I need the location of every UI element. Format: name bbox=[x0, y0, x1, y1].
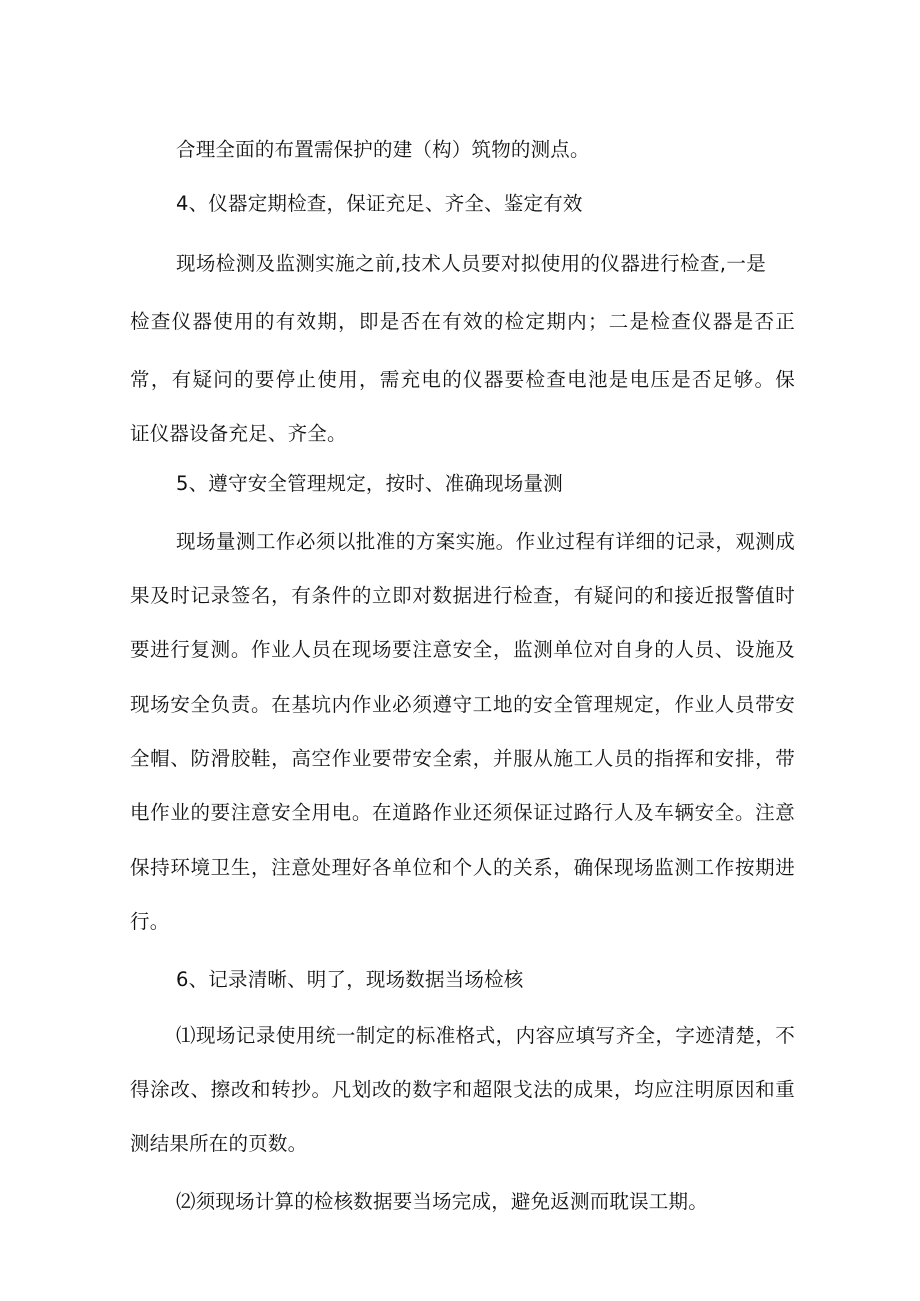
paragraph-line: 全帽、防滑胶鞋，高空作业要带安全索，并服从施工人员的指挥和安排，带 bbox=[130, 747, 795, 770]
paragraph-line: 常，有疑问的要停止使用，需充电的仪器要检查电池是电压是否足够。保 bbox=[130, 368, 795, 391]
paragraph-line: 行。 bbox=[130, 910, 170, 933]
paragraph-line: 现场安全负责。在基坑内作业必须遵守工地的安全管理规定，作业人员带安 bbox=[130, 693, 795, 716]
paragraph-line: 要进行复测。作业人员在现场要注意安全，监测单位对自身的人员、设施及 bbox=[130, 638, 795, 661]
paragraph-line: ⑴现场记录使用统一制定的标准格式，内容应填写齐全，字迹清楚，不 bbox=[176, 1024, 795, 1047]
paragraph-line: 现场检测及监测实施之前,技术人员要对拟使用的仪器进行检查,一是 bbox=[176, 252, 766, 275]
paragraph-line: 保持环境卫生，注意处理好各单位和个人的关系，确保现场监测工作按期进 bbox=[130, 856, 795, 879]
section-heading-4: 4、仪器定期检查，保证充足、齐全、鉴定有效 bbox=[176, 192, 583, 215]
paragraph-line: 电作业的要注意安全用电。在道路作业还须保证过路行人及车辆安全。注意 bbox=[130, 801, 795, 824]
paragraph-line: 测结果所在的页数。 bbox=[130, 1132, 308, 1155]
paragraph-line: 得涂改、擦改和转抄。凡划改的数字和超限戈法的成果，均应注明原因和重 bbox=[130, 1078, 795, 1101]
paragraph-line: 果及时记录签名，有条件的立即对数据进行检查，有疑问的和接近报警值时 bbox=[130, 584, 795, 607]
paragraph-line: 证仪器设备充足、齐全。 bbox=[130, 422, 347, 445]
paragraph-line: 检查仪器使用的有效期，即是否在有效的检定期内；二是检查仪器是否正 bbox=[130, 310, 795, 333]
section-heading-5: 5、遵守安全管理规定，按时、准确现场量测 bbox=[176, 472, 563, 495]
paragraph-line: ⑵须现场计算的检核数据要当场完成，避免返测而耽误工期。 bbox=[176, 1190, 708, 1213]
section-heading-6: 6、记录清晰、明了，现场数据当场检核 bbox=[176, 968, 524, 991]
paragraph-line: 现场量测工作必须以批准的方案实施。作业过程有详细的记录，观测成 bbox=[176, 530, 795, 553]
paragraph-line-continuation: 合理全面的布置需保护的建（构）筑物的测点。 bbox=[176, 138, 590, 161]
